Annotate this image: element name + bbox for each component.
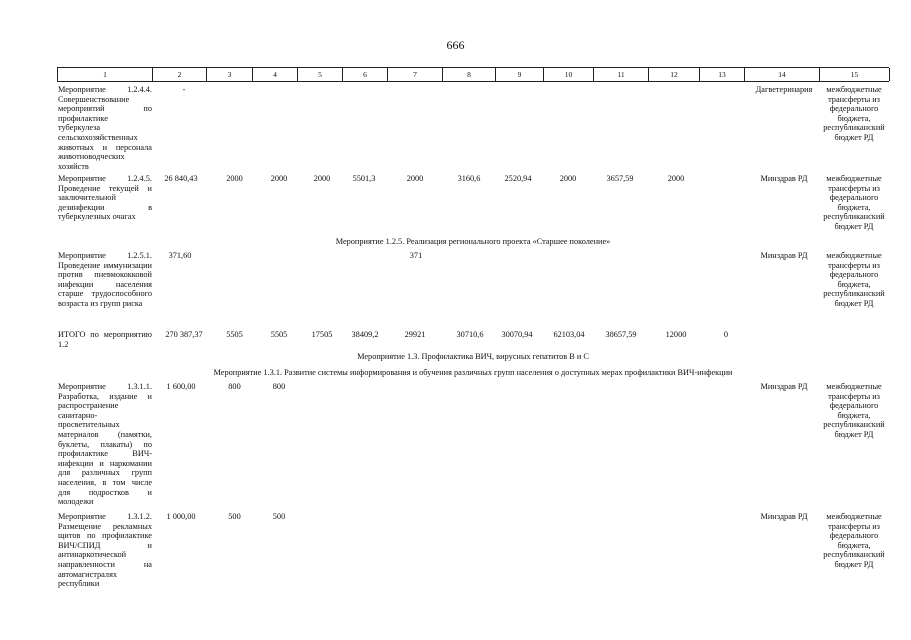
- section-heading: Мероприятие 1.2.5. Реализация регионального проекта «Старшее поколение»: [335, 237, 611, 246]
- value-cell: 371,60: [168, 251, 192, 260]
- executor-cell: Минздрав РД: [760, 512, 808, 521]
- executor-cell: Минздрав РД: [760, 382, 808, 391]
- value-cell: 5501,3: [352, 174, 376, 183]
- column-header: 2: [153, 68, 207, 81]
- column-header: 11: [594, 68, 649, 81]
- value-cell: 2000: [270, 174, 288, 183]
- column-header: 8: [443, 68, 496, 81]
- funding-source-cell: межбюджетные трансферты из федерального бюджета, республиканский бюджет РД: [823, 512, 885, 569]
- value-cell: 1 600,00: [166, 382, 196, 391]
- funding-source-cell: межбюджетные трансферты из федерального бюджета, республиканский бюджет РД: [823, 382, 885, 439]
- value-cell: 2000: [559, 174, 577, 183]
- section-heading: Мероприятие 1.3. Профилактика ВИЧ, вирусных гепатитов В и С: [357, 352, 589, 361]
- funding-source-cell: межбюджетные трансферты из федерального бюджета, республиканский бюджет РД: [823, 174, 885, 231]
- value-cell: 2000: [406, 174, 424, 183]
- column-header: 13: [700, 68, 745, 81]
- value-cell: 29921: [404, 330, 426, 339]
- column-header: 1: [58, 68, 153, 81]
- executor-cell: Дагветеринария: [755, 85, 813, 94]
- measure-name: ИТОГО по мероприятию 1.2: [58, 330, 152, 349]
- value-cell: 0: [723, 330, 729, 339]
- value-cell: 270 387,37: [165, 330, 203, 339]
- column-header: 14: [745, 68, 820, 81]
- value-cell: 1 000,00: [166, 512, 196, 521]
- column-header: 9: [496, 68, 544, 81]
- value-cell: 5505: [226, 330, 243, 339]
- value-cell: 3160,6: [457, 174, 481, 183]
- value-cell: -: [182, 85, 186, 94]
- executor-cell: Минздрав РД: [760, 251, 808, 260]
- value-cell: 2000: [313, 174, 331, 183]
- column-header: 15: [820, 68, 890, 81]
- column-header: 3: [207, 68, 253, 81]
- value-cell: 500: [228, 512, 241, 521]
- measure-name: Мероприятие 1.2.4.5. Проведение текущей и заключительной дезинфекции в туберкулезных очагах: [58, 174, 152, 222]
- value-cell: 30710,6: [456, 330, 484, 339]
- value-cell: 62103,04: [553, 330, 585, 339]
- value-cell: 26 840,43: [164, 174, 198, 183]
- section-heading: Мероприятие 1.3.1. Развитие системы информирования и обучения различных групп населения о доступных мерах профилактики ВИЧ-инфекции: [213, 368, 733, 377]
- column-header: 12: [649, 68, 700, 81]
- page-number: 666: [446, 38, 465, 52]
- column-header: 6: [343, 68, 388, 81]
- measure-name: Мероприятие 1.3.1.1. Разработка, издание и распространение санитарно-просветительных материалов (памятки, буклеты, плакаты) по профилактике ВИЧ-инфекции и наркомании для различных групп населения, в том числе для подростков и молодежи: [58, 382, 152, 507]
- value-cell: 3657,59: [606, 174, 634, 183]
- column-header: 10: [544, 68, 594, 81]
- value-cell: 2000: [667, 174, 685, 183]
- column-header: 5: [298, 68, 343, 81]
- value-cell: 2520,94: [504, 174, 532, 183]
- column-header: 4: [253, 68, 298, 81]
- value-cell: 30070,94: [501, 330, 533, 339]
- value-cell: 17505: [311, 330, 333, 339]
- value-cell: 38409,2: [351, 330, 379, 339]
- value-cell: 38657,59: [605, 330, 637, 339]
- column-header: 7: [388, 68, 443, 81]
- value-cell: 500: [272, 512, 286, 521]
- column-number-header: [57, 68, 889, 82]
- value-cell: 800: [272, 382, 286, 391]
- measure-name: Мероприятие 1.3.1.2. Размещение рекламных щитов по профилактике ВИЧ/СПИД и антинаркотической направленности на автомагистралях республики: [58, 512, 152, 589]
- program-table: [57, 67, 889, 589]
- funding-source-cell: межбюджетные трансферты из федерального бюджета, республиканский бюджет РД: [823, 85, 885, 142]
- funding-source-cell: межбюджетные трансферты из федерального бюджета, республиканский бюджет РД: [823, 251, 885, 308]
- value-cell: 2000: [226, 174, 243, 183]
- value-cell: 371: [409, 251, 423, 260]
- measure-name: Мероприятие 1.2.5.1. Проведение иммунизации против пневмококковой инфекции населения старше трудоспособного возраста из групп риска: [58, 251, 152, 308]
- value-cell: 5505: [270, 330, 288, 339]
- value-cell: 12000: [665, 330, 687, 339]
- measure-name: Мероприятие 1.2.4.4. Совершенствование мероприятий по профилактике туберкулеза сельскохозяйственных животных и персонала животноводческих хозяйств: [58, 85, 152, 171]
- value-cell: 800: [228, 382, 241, 391]
- executor-cell: Минздрав РД: [760, 174, 808, 183]
